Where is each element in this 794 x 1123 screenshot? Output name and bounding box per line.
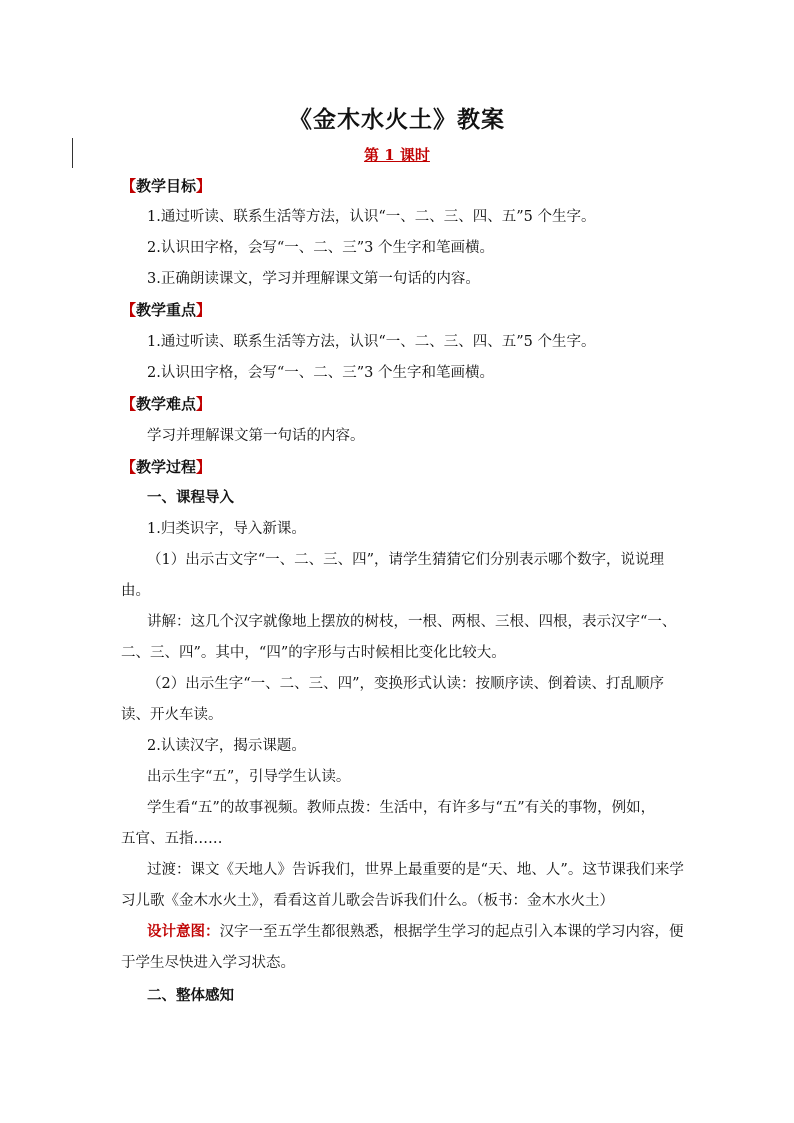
difficulties-heading-text: 教学难点 bbox=[136, 395, 197, 413]
process-paragraph: 讲解：这几个汉字就像地上摆放的树枝，一根、两根、三根、四根，表示汉字“一、 bbox=[147, 614, 677, 630]
process-paragraph: 过渡：课文《天地人》告诉我们，世界上最重要的是“天、地、人”。这节课我们来学 bbox=[147, 862, 684, 878]
page-title: 《金木水火土》教案 bbox=[289, 106, 505, 133]
process-paragraph: 五官、五指…… bbox=[121, 831, 223, 847]
design-intent-paragraph bbox=[147, 922, 684, 942]
process-paragraph: 由。 bbox=[121, 583, 150, 599]
process-paragraph: 2.认读汉字，揭示课题。 bbox=[147, 738, 306, 754]
process-paragraph: （1）出示古文字“一、二、三、四”，请学生猜猜它们分别表示哪个数字，说说理 bbox=[147, 552, 665, 568]
key-points-heading: 【教学重点】 bbox=[121, 301, 212, 319]
section-overview-heading: 二、整体感知 bbox=[147, 987, 234, 1004]
goals-heading-text: 教学目标 bbox=[136, 177, 197, 195]
key-points-item-1: 1.通过听读、联系生活等方法，认识“一、二、三、四、五”5 个生字。 bbox=[147, 334, 596, 350]
design-intent-label: 设计意图： bbox=[147, 923, 220, 940]
section-intro-heading: 一、课程导入 bbox=[147, 489, 234, 506]
key-points-heading-text: 教学重点 bbox=[136, 301, 197, 319]
difficulties-heading: 【教学难点】 bbox=[121, 395, 212, 413]
process-heading: 【教学过程】 bbox=[121, 458, 212, 476]
goals-item-2: 2.认识田字格，会写“一、二、三”3 个生字和笔画横。 bbox=[147, 240, 494, 256]
difficulties-item-1: 学习并理解课文第一句话的内容。 bbox=[147, 428, 365, 444]
process-paragraph: （2）出示生字“一、二、三、四”，变换形式认读：按顺序读、倒着读、打乱顺序 bbox=[147, 676, 665, 692]
process-paragraph: 1.归类识字，导入新课。 bbox=[147, 521, 306, 537]
process-paragraph: 习儿歌《金木水火土》，看看这首儿歌会告诉我们什么。（板书：金木水火土） bbox=[121, 893, 614, 909]
process-paragraph: 于学生尽快进入学习状态。 bbox=[121, 955, 295, 971]
design-intent-text: 汉字一至五学生都很熟悉，根据学生学习的起点引入本课的学习内容，便 bbox=[219, 924, 684, 940]
process-paragraph: 学生看“五”的故事视频。教师点拨：生活中，有许多与“五”有关的事物，例如， bbox=[147, 800, 656, 816]
goals-item-3: 3.正确朗读课文，学习并理解课文第一句话的内容。 bbox=[147, 271, 480, 287]
process-heading-text: 教学过程 bbox=[136, 458, 197, 476]
process-paragraph: 读、开火车读。 bbox=[121, 707, 223, 723]
process-paragraph: 出示生字“五”，引导学生认读。 bbox=[147, 769, 351, 785]
lesson-subtitle: 第 1 课时 bbox=[364, 146, 430, 164]
goals-heading: 【教学目标】 bbox=[121, 177, 212, 195]
process-paragraph: 二、三、四”。其中，“四”的字形与古时候相比变化比较大。 bbox=[121, 645, 506, 661]
key-points-item-2: 2.认识田字格，会写“一、二、三”3 个生字和笔画横。 bbox=[147, 365, 494, 381]
goals-item-1: 1.通过听读、联系生活等方法，认识“一、二、三、四、五”5 个生字。 bbox=[147, 209, 596, 225]
